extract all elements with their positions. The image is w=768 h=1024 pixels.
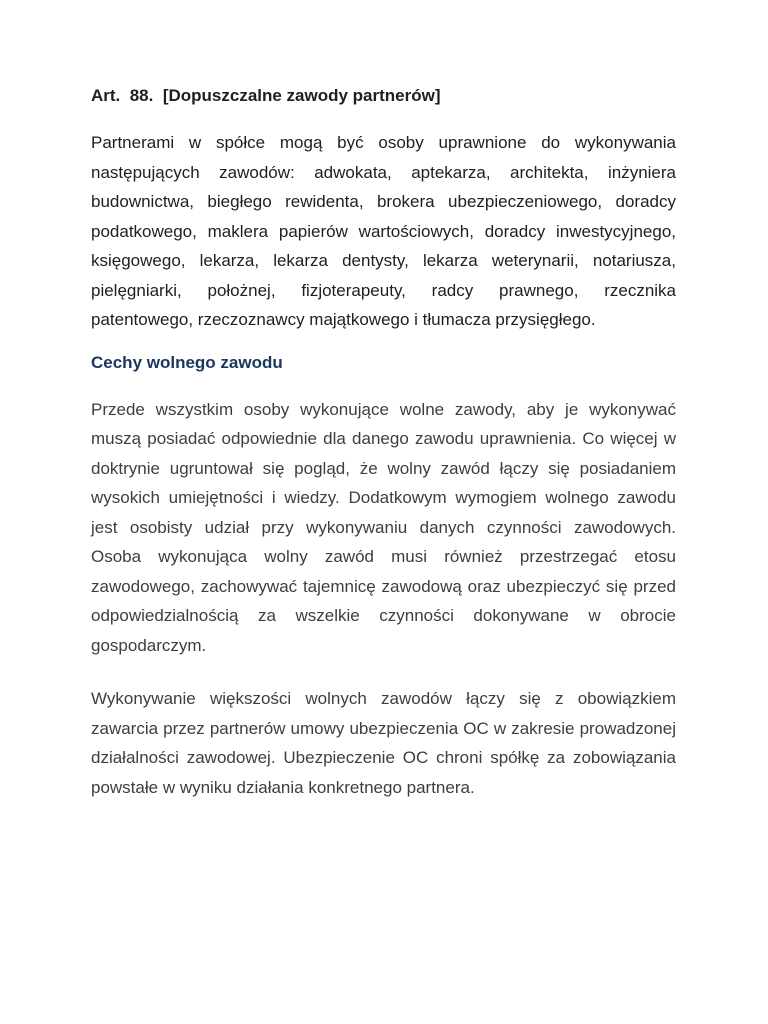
section-paragraph-1: Przede wszystkim osoby wykonujące wolne zawody, aby je wykonywać muszą posiadać odpowiednie dla danego zawodu uprawnienia. Co więcej w doktrynie ugruntował się pogląd, że wolny zawód łączy się posiadaniem wysokich umiejętności i wiedzy. Dodatkowym wymogiem wolnego zawodu jest osobisty udział przy wykonywaniu danych czynności zawodowych. Osoba wykonująca wolny zawód musi również przestrzegać etosu zawodowego, zachowywać tajemnicę zawodową oraz ubezpieczyć się przed odpowiedzialnością za wszelkie czynności dokonywane w obrocie gospodarczym. [91, 399, 676, 655]
article-heading [91, 84, 676, 108]
article-number: Art. 88. [91, 86, 154, 105]
article-intro-paragraph: Partnerami w spółce mogą być osoby uprawnione do wykonywania następujących zawodów: adwokata, aptekarza, architekta, inżyniera budownictwa, biegłego rewidenta, brokera ubezpieczeniowego, doradcy podatkowego, maklera papierów wartościowych, doradcy inwestycyjnego, księgowego, lekarza, lekarza dentysty, lekarza weterynarii, notariusza, pielęgniarki, położnej, fizjoterapeuty, radcy prawnego, rzecznika patentowego, rzeczoznawcy majątkowego i tłumacza przysięgłego. [91, 133, 676, 329]
document-page [91, 84, 676, 802]
section-paragraph-2: Wykonywanie większości wolnych zawodów łączy się z obowiązkiem zawarcia przez partnerów umowy ubezpieczenia OC w zakresie prowadzonej działalności zawodowej. Ubezpieczenie OC chroni spółkę za zobowiązania powstałe w wyniku działania konkretnego partnera. [91, 689, 676, 797]
article-title: [Dopuszczalne zawody partnerów] [162, 86, 441, 105]
section-heading: Cechy wolnego zawodu [91, 352, 283, 372]
